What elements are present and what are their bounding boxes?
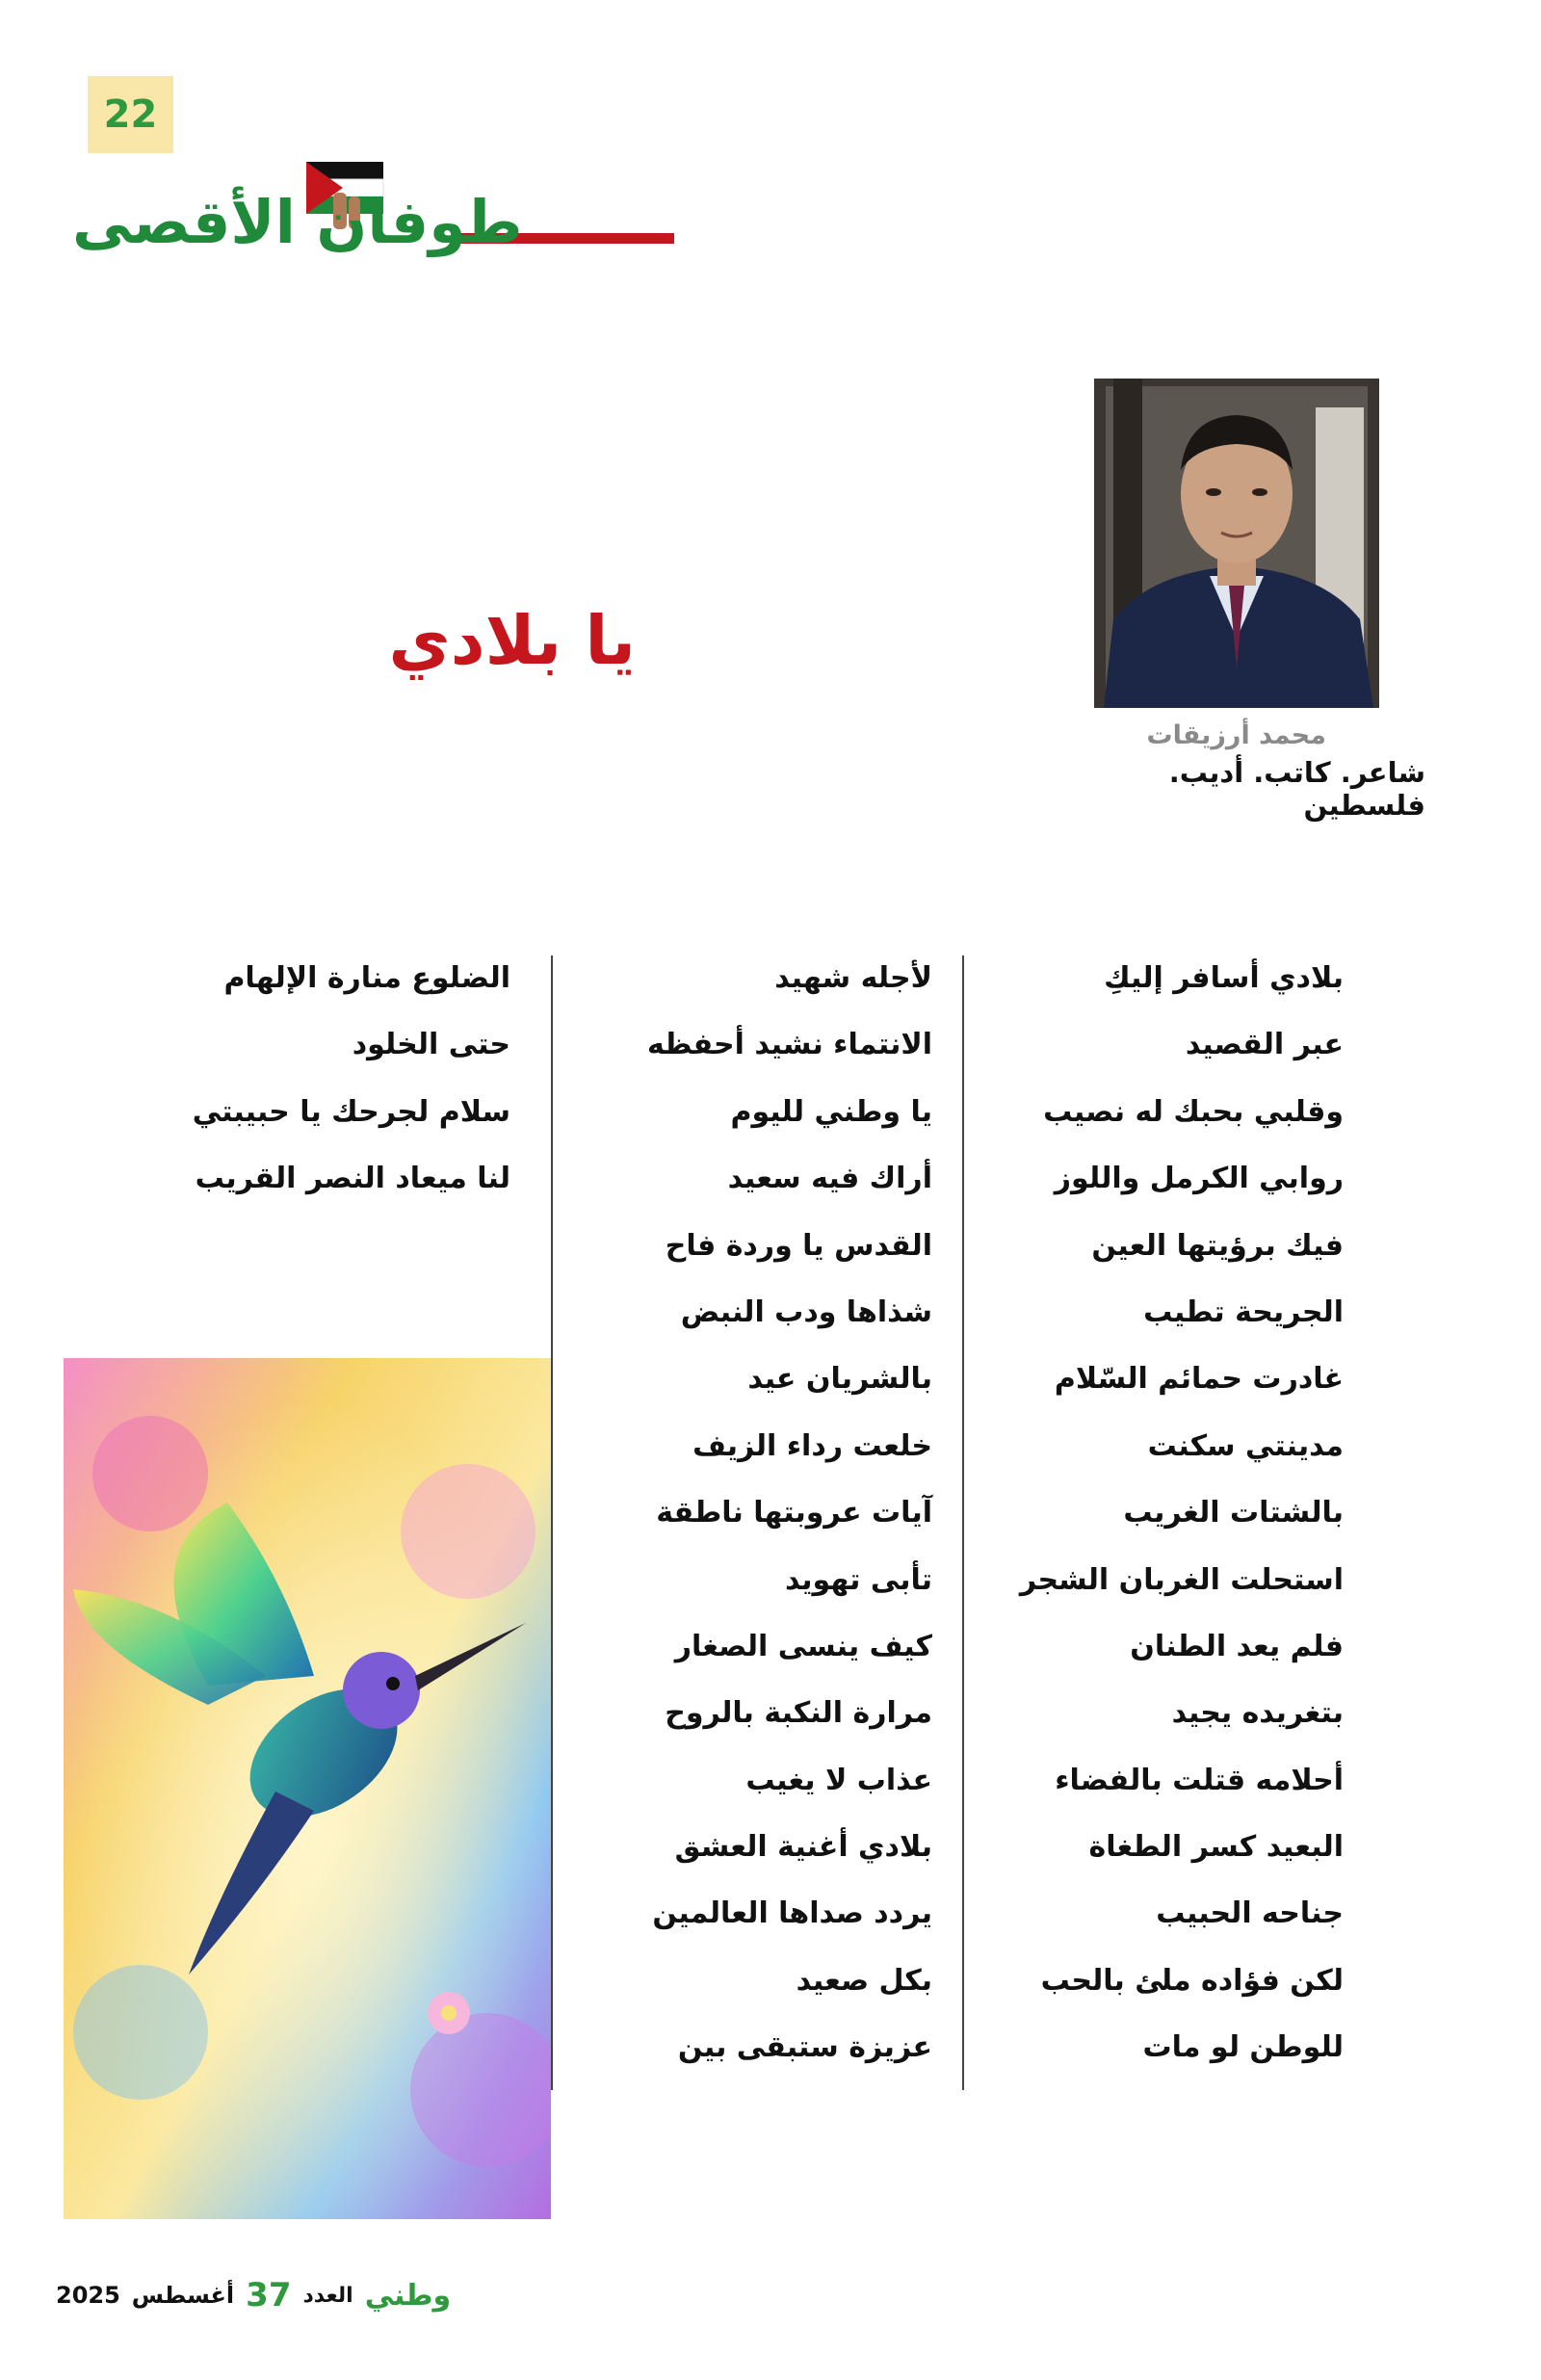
verse-line: تأبى تهويد bbox=[784, 1562, 932, 1597]
poem-column-left bbox=[193, 954, 510, 1221]
footer-month: أغسطس bbox=[131, 2282, 235, 2309]
footer bbox=[56, 2271, 452, 2319]
verse-line: بتغريده يجيد bbox=[1171, 1696, 1344, 1731]
verse-line: بكل صعيد bbox=[796, 1963, 932, 1998]
masthead-title: طوفان الأقصى bbox=[72, 186, 523, 257]
verse-line: الجريحة تطيب bbox=[1143, 1295, 1344, 1329]
verse-line: شذاها ودب النبض bbox=[680, 1295, 932, 1329]
verse-line: حتى الخلود bbox=[352, 1028, 510, 1062]
verse-line: فلم يعد الطنان bbox=[1130, 1629, 1344, 1663]
verse-line: وقلبي بحبك له نصيب bbox=[1043, 1094, 1344, 1129]
verse-line: بالشريان عيد bbox=[747, 1362, 932, 1397]
footer-year: 2025 bbox=[56, 2282, 120, 2309]
verse-line: بلادي أسافر إليكِ bbox=[1104, 961, 1344, 995]
verse-line: آيات عروبتها ناطقة bbox=[656, 1496, 932, 1530]
verse-line: عزيزة ستبقى بين bbox=[677, 2030, 932, 2065]
verse-line: روابي الكرمل واللوز bbox=[1054, 1162, 1344, 1196]
poem-column-right bbox=[1021, 954, 1344, 2090]
verse-line: أحلامه قتلت بالفضاء bbox=[1055, 1763, 1344, 1797]
verse-line: سلام لجرحك يا حبيبتي bbox=[192, 1094, 510, 1129]
author-name: محمد أرزيقات bbox=[1146, 720, 1326, 750]
hummingbird-illustration bbox=[64, 1358, 551, 2219]
verse-line: استحلت الغربان الشجر bbox=[1019, 1562, 1344, 1597]
masthead-logo bbox=[67, 154, 626, 270]
verse-line: بلادي أغنية العشق bbox=[674, 1830, 932, 1865]
verse-line: يردد صداها العالمين bbox=[652, 1896, 932, 1931]
verse-line: غادرت حمائم السّلام bbox=[1054, 1362, 1344, 1397]
verse-line: خلعت رداء الزيف bbox=[692, 1428, 932, 1463]
poem-column-middle bbox=[626, 954, 932, 2090]
verse-line: البعيد كسر الطغاة bbox=[1088, 1830, 1344, 1865]
verse-line: كيف ينسى الصغار bbox=[674, 1629, 932, 1663]
verse-line: جناحه الحبيب bbox=[1156, 1896, 1344, 1931]
footer-issue-number: 37 bbox=[246, 2276, 292, 2315]
footer-brand: وطني bbox=[364, 2278, 452, 2313]
verse-line: الانتماء نشيد أحفظه bbox=[646, 1028, 932, 1062]
verse-line: لأجله شهيد bbox=[774, 961, 932, 995]
verse-line: فيك برؤيتها العين bbox=[1091, 1228, 1344, 1263]
verse-line: أراك فيه سعيد bbox=[727, 1162, 932, 1196]
verse-line: الضلوع منارة الإلهام bbox=[223, 961, 510, 995]
verse-line: مرارة النكبة بالروح bbox=[665, 1696, 932, 1731]
poem-title: يا بلادي bbox=[388, 601, 636, 680]
verse-line: عذاب لا يغيب bbox=[745, 1763, 932, 1797]
verse-line: القدس يا وردة فاح bbox=[665, 1228, 932, 1263]
verse-line: لكن فؤاده ملئ بالحب bbox=[1040, 1963, 1344, 1998]
page-number: 22 bbox=[88, 76, 173, 153]
verse-line: مدينتي سكنت bbox=[1147, 1428, 1344, 1463]
verse-line: للوطن لو مات bbox=[1142, 2030, 1344, 2065]
author-photo bbox=[1094, 379, 1379, 708]
verse-line: عبر القصيد bbox=[1185, 1028, 1344, 1062]
column-divider bbox=[962, 955, 964, 2090]
footer-issue-label: العدد bbox=[302, 2283, 353, 2308]
verse-line: بالشتات الغريب bbox=[1123, 1496, 1344, 1530]
author-role: شاعر. كاتب. أديب. فلسطين bbox=[1168, 756, 1425, 822]
verse-line: يا وطني لليوم bbox=[730, 1094, 932, 1129]
verse-line: لنا ميعاد النصر القريب bbox=[195, 1162, 510, 1196]
column-divider bbox=[551, 955, 553, 2090]
